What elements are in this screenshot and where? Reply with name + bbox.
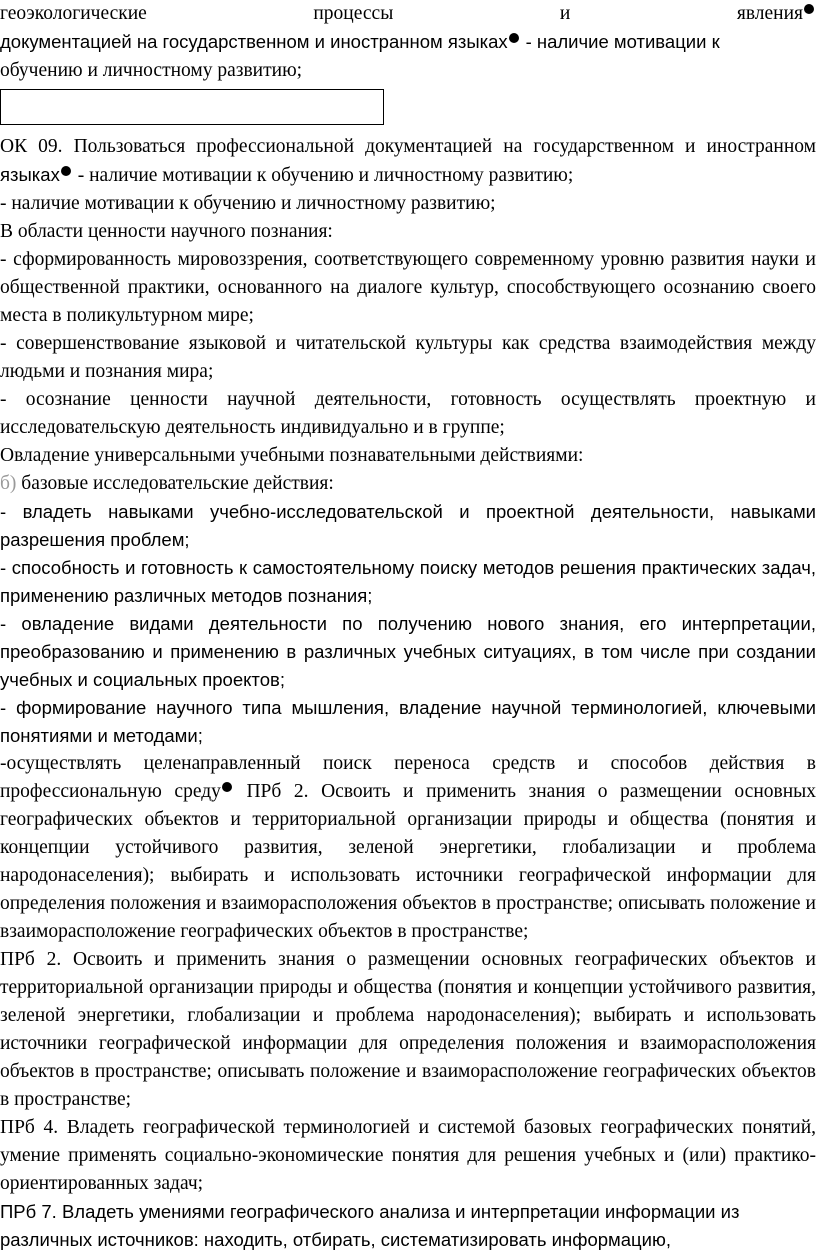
ok09-paragraph: [0, 133, 816, 190]
research-item-5: [0, 750, 816, 946]
top-line-2: [0, 28, 816, 57]
bullet-icon: [804, 4, 814, 14]
word-geoecological: геоэкологические: [0, 3, 147, 24]
bullet-icon: [509, 33, 519, 43]
research-item-5-rest: ПРб 2. Освоить и применить знания о размещении основных географических объектов и территориальной организации природы и общества (понятия и концепции устойчивого развития, зеленой энергетики, глобализации и проблема народонаселения); выбирать и использовать источники географической информации для определения положения и взаиморасположения объектов в пространстве; описывать положение и взаиморасположение географических объектов в пространстве;: [0, 781, 816, 942]
research-subheading-text: базовые исследовательские действия:: [21, 473, 334, 494]
section-heading: В области ценности научного познания:: [0, 221, 333, 242]
documentation-text: документацией на государственном и иностранном языках: [0, 31, 508, 52]
prb7-line-1: ПРб 7. Владеть умениями географического анализа и интерпретации информации из: [0, 1201, 740, 1222]
value-item-1: - сформированность мировоззрения, соответствующего современному уровню развития науки и общественной практики, основанного на диалоге культур, способствующего осознанию своего места в поликультурном мире;: [0, 249, 816, 326]
word-and: и: [559, 3, 571, 24]
research-item-3: - овладение видами деятельности по получению нового знания, его интерпретации, преобразованию и применению в различных учебных ситуациях, в том числе при создании учебных и социальных проектов;: [0, 613, 816, 690]
word-processes: процессы: [313, 3, 394, 24]
motivation-line: - наличие мотивации к обучению и личностному развитию;: [0, 193, 496, 214]
value-item-2: - совершенствование языковой и читательской культуры как средства взаимодействия между людьми и познания мира;: [0, 333, 816, 382]
prb7-line-2: различных источников: находить, отбирать, систематизировать информацию,: [0, 1229, 671, 1250]
ok09-lead: ОК 09. Пользоваться профессиональной документацией на государственном и иностранном: [0, 136, 816, 157]
list-marker: б): [0, 473, 17, 494]
prb4-paragraph: ПРб 4. Владеть географической терминологией и системой базовых географических понятий, умение применять социально-экономические понятия для решения учебных и (или) практико-ориентированных задач;: [0, 1117, 816, 1194]
ok09-languages: языках: [0, 164, 60, 185]
research-item-4: - формирование научного типа мышления, владение научной терминологией, ключевыми понятиями и методами;: [0, 697, 816, 746]
bullet-icon: [61, 166, 71, 176]
word-phenomena: явления: [737, 3, 816, 24]
prb2-paragraph: ПРб 2. Освоить и применить знания о размещении основных географических объектов и территориальной организации природы и общества (понятия и концепции устойчивого развития, зеленой энергетики, глобализации и проблема народонаселения); выбирать и использовать источники географической информации для определения положения и взаиморасположения объектов в пространстве; описывать положение и взаиморасположение географических объектов в пространстве;: [0, 949, 816, 1110]
research-item-2: - способность и готовность к самостоятельному поиску методов решения практических задач, применению различных методов познания;: [0, 557, 816, 606]
research-item-1: - владеть навыками учебно-исследовательской и проектной деятельности, навыками разрешения проблем;: [0, 501, 816, 550]
research-item-5-lead: -осуществлять целенаправленный поиск переноса средств и способов действия в профессиональную среду: [0, 753, 816, 802]
value-item-3: - осознание ценности научной деятельности, готовность осуществлять проектную и исследовательскую деятельность индивидуально и в группе;: [0, 389, 816, 438]
motivation-lead: - наличие мотивации к: [525, 31, 720, 52]
bullet-icon: [222, 782, 232, 792]
mastery-heading: Овладение универсальными учебными познавательными действиями:: [0, 445, 584, 466]
research-subheading: [0, 470, 816, 498]
ok09-motivation: - наличие мотивации к обучению и личностному развитию;: [77, 165, 574, 186]
top-line-3: обучению и личностному развитию;: [0, 60, 303, 81]
top-line-1: [0, 0, 816, 28]
empty-table-cell: [0, 89, 384, 125]
